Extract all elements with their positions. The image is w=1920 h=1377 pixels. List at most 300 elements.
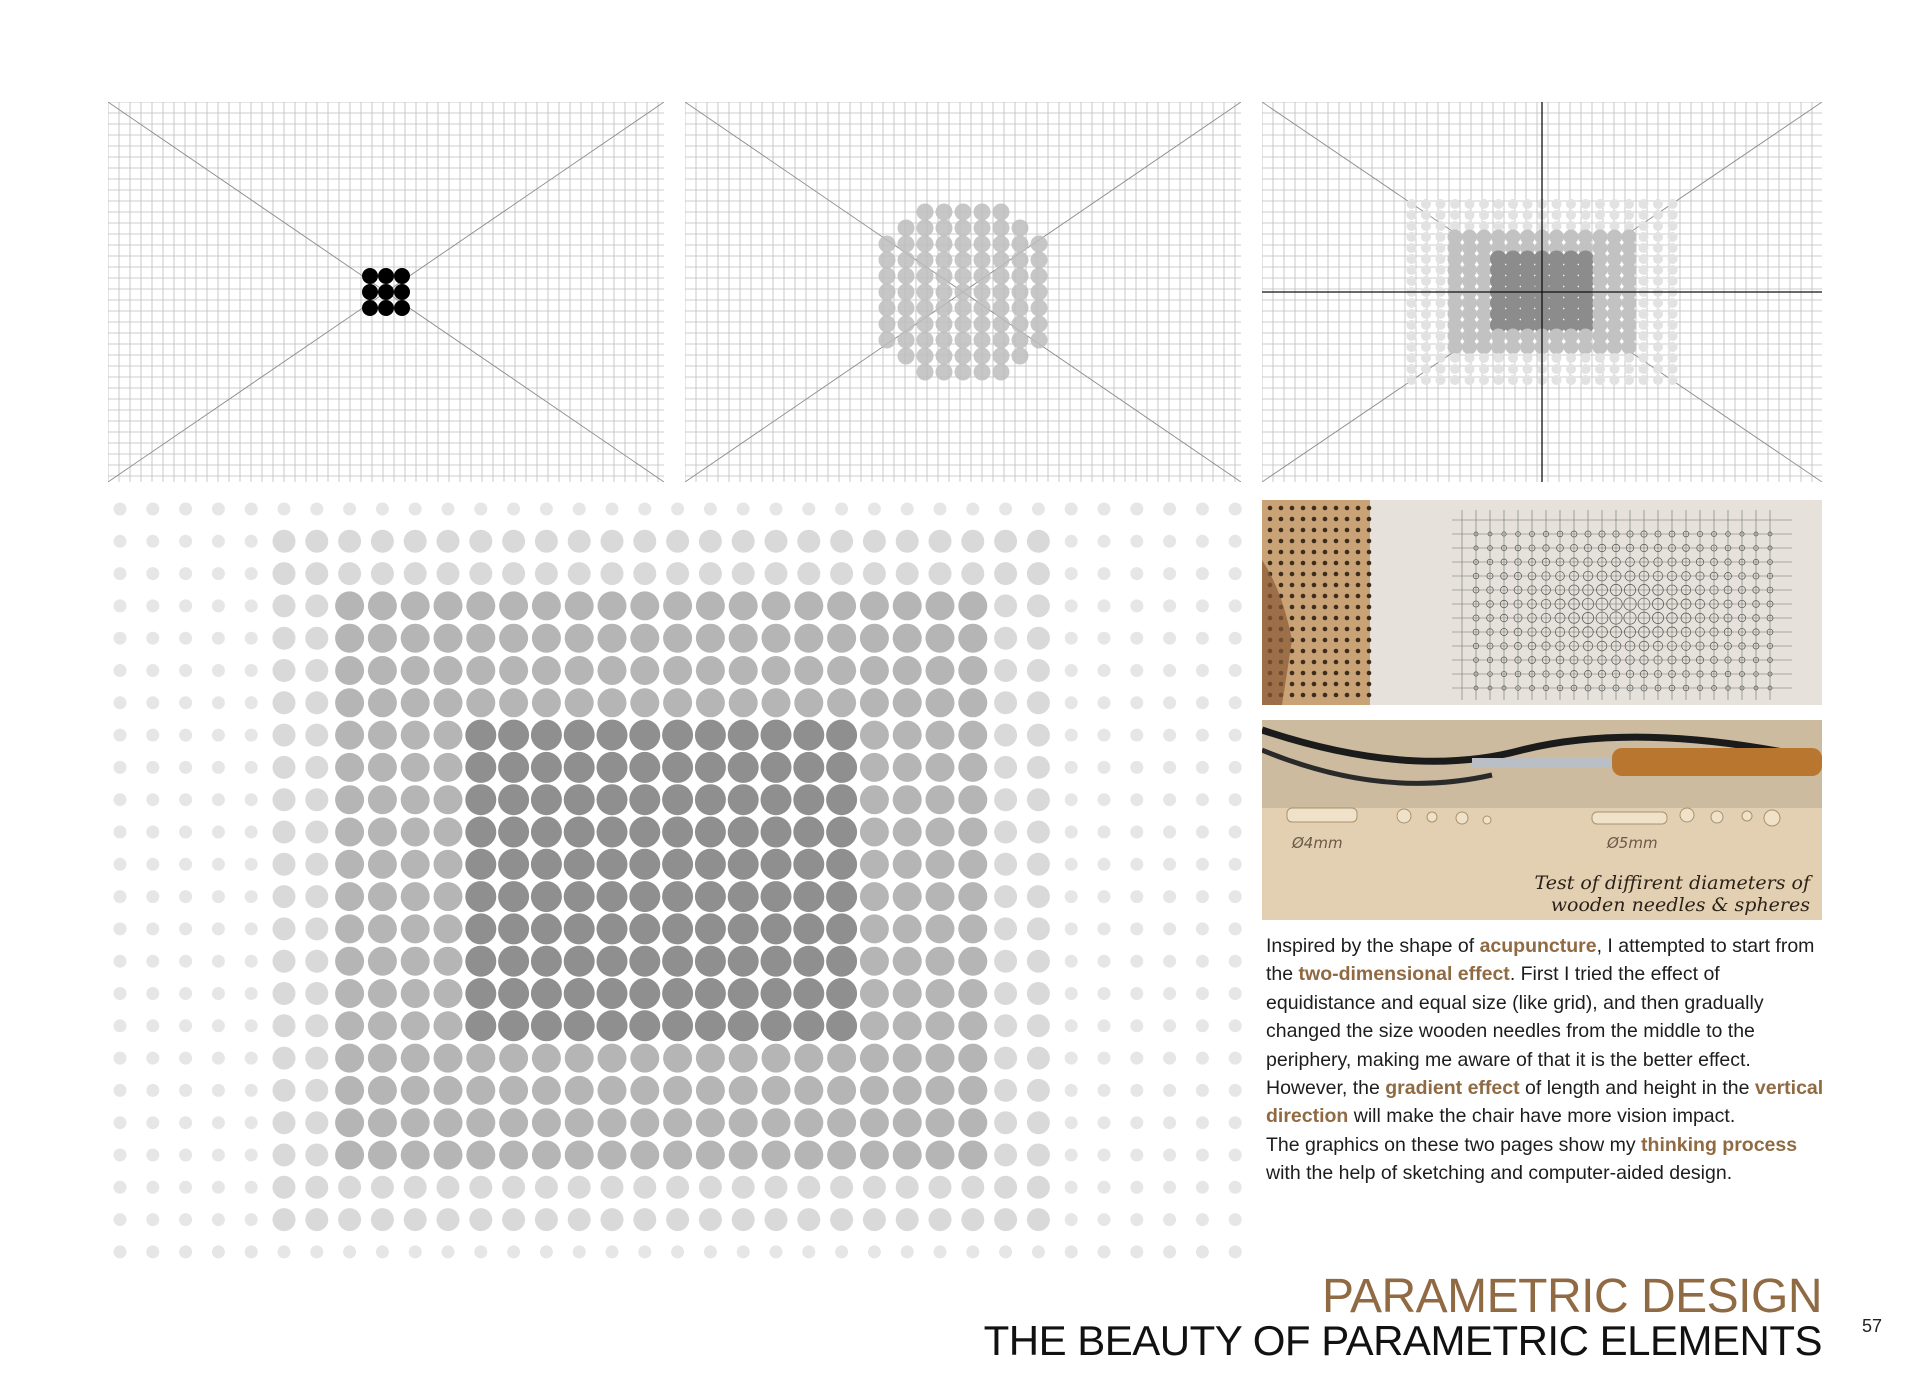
dot — [362, 300, 378, 316]
dot — [1552, 375, 1562, 385]
dot — [879, 268, 896, 285]
dot — [936, 332, 953, 349]
dot — [926, 688, 955, 717]
dot — [826, 784, 857, 815]
hole — [1367, 528, 1372, 533]
dot — [835, 503, 848, 516]
hole — [1290, 583, 1295, 588]
dot — [1065, 922, 1078, 935]
dot — [179, 858, 192, 871]
hole — [1312, 506, 1317, 511]
dot — [1421, 243, 1431, 253]
dot — [1450, 364, 1460, 374]
dot — [273, 530, 296, 553]
dot — [1065, 1245, 1078, 1258]
dot — [335, 914, 364, 943]
dot — [1639, 331, 1649, 341]
dot — [564, 978, 595, 1009]
sphere — [1711, 811, 1723, 823]
dot — [368, 1011, 397, 1040]
dot — [926, 882, 955, 911]
dot — [335, 1076, 364, 1105]
dot — [469, 562, 492, 585]
dot — [879, 300, 896, 317]
dot — [1421, 276, 1431, 286]
hole — [1345, 649, 1350, 654]
dot — [1012, 252, 1029, 269]
dot — [1552, 210, 1562, 220]
sphere — [1427, 812, 1437, 822]
dot — [1163, 1181, 1176, 1194]
dot — [597, 817, 628, 848]
dot — [1130, 987, 1143, 1000]
dot — [729, 1108, 758, 1137]
dot — [917, 284, 934, 301]
dot — [1130, 664, 1143, 677]
caption-line-2: wooden needles & spheres — [1550, 894, 1810, 916]
dot — [666, 1176, 689, 1199]
dot — [434, 785, 463, 814]
dot — [1163, 1245, 1176, 1258]
dot — [564, 881, 595, 912]
dot — [278, 503, 291, 516]
dot — [662, 978, 693, 1009]
dot — [362, 284, 378, 300]
dot — [368, 721, 397, 750]
dot — [1130, 858, 1143, 871]
dot — [1229, 826, 1242, 839]
dot — [737, 503, 750, 516]
dot — [401, 753, 430, 782]
hole — [1356, 671, 1361, 676]
dot — [434, 914, 463, 943]
text-run: However, the — [1266, 1077, 1386, 1100]
dot — [305, 982, 328, 1005]
highlight-thinking-process: thinking process — [1641, 1133, 1798, 1156]
dot — [1407, 298, 1417, 308]
text-run: . First I tried the effect of equidistance and equal size (like grid), and then gradually changed the size wooden needles from the middle to the periphery, making me aware of that it is the better effect. — [1266, 963, 1764, 1071]
dot — [507, 503, 520, 516]
dot — [212, 1245, 225, 1258]
dot — [729, 1044, 758, 1073]
dot — [1065, 599, 1078, 612]
dot — [1624, 199, 1634, 209]
dot — [860, 1108, 889, 1137]
dot — [1229, 696, 1242, 709]
dot — [630, 591, 659, 620]
dot — [1130, 503, 1143, 516]
hole — [1312, 561, 1317, 566]
dot — [146, 535, 159, 548]
dot — [368, 914, 397, 943]
dot — [898, 332, 915, 349]
dot — [1196, 987, 1209, 1000]
dot — [1407, 199, 1417, 209]
dot — [893, 1141, 922, 1170]
page-subtitle: THE BEAUTY OF PARAMETRIC ELEMENTS — [983, 1317, 1822, 1364]
dot — [474, 1245, 487, 1258]
dot — [958, 591, 987, 620]
dot — [245, 858, 258, 871]
dot — [273, 1111, 296, 1134]
dot — [893, 591, 922, 620]
paragraph-2 — [1266, 1074, 1826, 1131]
dot — [305, 627, 328, 650]
dot — [1098, 1084, 1111, 1097]
dot — [794, 1141, 823, 1170]
hole — [1356, 561, 1361, 566]
dot — [826, 913, 857, 944]
dot — [830, 1208, 853, 1231]
dot — [896, 530, 919, 553]
dot — [955, 252, 972, 269]
dot — [1163, 955, 1176, 968]
dot — [762, 624, 791, 653]
dot — [1436, 210, 1446, 220]
dot — [893, 850, 922, 879]
dot — [1624, 375, 1634, 385]
dot — [1436, 199, 1446, 209]
dot — [498, 881, 529, 912]
page-title: PARAMETRIC DESIGN — [1322, 1270, 1822, 1323]
dot — [794, 656, 823, 685]
gradient-dot-pattern — [108, 495, 1248, 1270]
dot — [401, 1108, 430, 1137]
dot — [728, 946, 759, 977]
sphere — [1397, 809, 1411, 823]
dot — [993, 316, 1010, 333]
dot — [1610, 210, 1620, 220]
dot — [974, 252, 991, 269]
dot — [1421, 309, 1431, 319]
dot — [465, 817, 496, 848]
dot — [394, 300, 410, 316]
hole — [1367, 682, 1372, 687]
dot — [732, 562, 755, 585]
dot — [1163, 567, 1176, 580]
dot — [835, 1245, 848, 1258]
hole — [1334, 517, 1339, 522]
dot — [343, 1245, 356, 1258]
hole — [1334, 528, 1339, 533]
dot — [1098, 858, 1111, 871]
dot — [1130, 1019, 1143, 1032]
hole — [1334, 561, 1339, 566]
dot — [368, 753, 397, 782]
dot — [826, 720, 857, 751]
dot — [465, 752, 496, 783]
hole — [1301, 671, 1306, 676]
dot — [1639, 210, 1649, 220]
dot — [1552, 199, 1562, 209]
hole — [1323, 506, 1328, 511]
dot — [146, 1116, 159, 1129]
dot — [958, 850, 987, 879]
dot — [1130, 1116, 1143, 1129]
dot — [573, 503, 586, 516]
dot — [1012, 236, 1029, 253]
dot — [1668, 298, 1678, 308]
dot — [1065, 1116, 1078, 1129]
dot — [466, 1108, 495, 1137]
dot — [540, 503, 553, 516]
dot — [955, 204, 972, 221]
dot — [368, 785, 397, 814]
dot — [958, 785, 987, 814]
dot — [1027, 724, 1050, 747]
dot — [926, 656, 955, 685]
hole — [1312, 671, 1317, 676]
dot — [1027, 1079, 1050, 1102]
dot — [1436, 298, 1446, 308]
dot — [1639, 232, 1649, 242]
dot — [245, 1245, 258, 1258]
dot — [1196, 1019, 1209, 1032]
dot — [1581, 364, 1591, 374]
dot — [1065, 1149, 1078, 1162]
dot — [1668, 243, 1678, 253]
dot — [728, 720, 759, 751]
hole — [1334, 616, 1339, 621]
dot — [305, 1014, 328, 1037]
dot — [1098, 826, 1111, 839]
dot — [802, 1245, 815, 1258]
dot — [1031, 268, 1048, 285]
dot — [1436, 364, 1446, 374]
dot — [601, 1176, 624, 1199]
dot — [1065, 535, 1078, 548]
hole — [1356, 682, 1361, 687]
hole — [1301, 583, 1306, 588]
dot — [955, 316, 972, 333]
dot — [765, 530, 788, 553]
dot — [179, 1019, 192, 1032]
dot — [114, 599, 127, 612]
dot — [893, 721, 922, 750]
dot — [1065, 567, 1078, 580]
dot — [695, 946, 726, 977]
dot — [893, 818, 922, 847]
dot — [568, 1176, 591, 1199]
dot — [994, 562, 1017, 585]
hole — [1334, 594, 1339, 599]
dot — [955, 348, 972, 365]
hole — [1334, 660, 1339, 665]
dot — [305, 1208, 328, 1231]
dot — [531, 720, 562, 751]
dot — [305, 917, 328, 940]
dot — [1027, 756, 1050, 779]
dot — [1163, 922, 1176, 935]
hole — [1279, 506, 1284, 511]
dot — [830, 530, 853, 553]
dot — [1229, 761, 1242, 774]
dot — [245, 632, 258, 645]
dot — [868, 1245, 881, 1258]
hole — [1356, 528, 1361, 533]
dot — [146, 729, 159, 742]
dot — [860, 914, 889, 943]
dot — [1639, 364, 1649, 374]
dot — [573, 1245, 586, 1258]
dot — [762, 1141, 791, 1170]
dot — [994, 788, 1017, 811]
dot — [794, 591, 823, 620]
dot — [729, 656, 758, 685]
dot — [704, 1245, 717, 1258]
dot — [1065, 1019, 1078, 1032]
dot — [629, 784, 660, 815]
dot — [245, 955, 258, 968]
dot — [465, 1010, 496, 1041]
dot — [146, 890, 159, 903]
dot — [1229, 535, 1242, 548]
dot — [376, 1245, 389, 1258]
dot — [1196, 1084, 1209, 1097]
hole — [1290, 627, 1295, 632]
dot — [146, 1181, 159, 1194]
dot — [793, 978, 824, 1009]
grid-stage-1-figure — [108, 102, 664, 482]
dot — [1479, 375, 1489, 385]
dot — [401, 947, 430, 976]
dot — [994, 1079, 1017, 1102]
dot — [1639, 221, 1649, 231]
dot — [179, 922, 192, 935]
dot — [378, 300, 394, 316]
dot — [1552, 353, 1562, 363]
dot — [114, 890, 127, 903]
dot — [901, 503, 914, 516]
dot — [1465, 199, 1475, 209]
dot — [663, 1076, 692, 1105]
dot — [993, 204, 1010, 221]
dot — [146, 1052, 159, 1065]
dot-cluster — [879, 204, 1048, 381]
hole — [1356, 583, 1361, 588]
hole — [1312, 583, 1317, 588]
dot — [335, 721, 364, 750]
hole — [1323, 671, 1328, 676]
hole — [1345, 693, 1350, 698]
dot — [1668, 276, 1678, 286]
dot — [1196, 1052, 1209, 1065]
dot — [1163, 1084, 1176, 1097]
dot — [695, 881, 726, 912]
hole — [1345, 605, 1350, 610]
dot — [179, 1084, 192, 1097]
dot — [598, 1076, 627, 1105]
dot — [1027, 917, 1050, 940]
dot — [273, 691, 296, 714]
dot — [633, 1176, 656, 1199]
dot — [1610, 364, 1620, 374]
hole — [1367, 550, 1372, 555]
dot — [469, 1208, 492, 1231]
hole — [1290, 594, 1295, 599]
highlight-gradient-effect: gradient effect — [1385, 1077, 1520, 1100]
dot — [1065, 1084, 1078, 1097]
dot — [1065, 664, 1078, 677]
hole — [1268, 506, 1273, 511]
dot — [1421, 353, 1431, 363]
dot — [466, 1076, 495, 1105]
dot — [974, 364, 991, 381]
dot — [179, 1181, 192, 1194]
hole — [1367, 572, 1372, 577]
dot — [565, 656, 594, 685]
dot — [597, 849, 628, 880]
dot — [728, 752, 759, 783]
caption-line-1: Test of diffirent diameters of — [1534, 872, 1810, 894]
dot — [409, 503, 422, 516]
dot — [114, 729, 127, 742]
hole — [1345, 627, 1350, 632]
dot — [565, 1044, 594, 1073]
dot — [1130, 1213, 1143, 1226]
hole — [1290, 506, 1295, 511]
dot — [466, 1141, 495, 1170]
dot — [273, 1047, 296, 1070]
dot — [146, 922, 159, 935]
dot — [1098, 632, 1111, 645]
dot — [958, 721, 987, 750]
hole — [1356, 594, 1361, 599]
dot — [1163, 826, 1176, 839]
dot — [1012, 300, 1029, 317]
dot — [868, 503, 881, 516]
dot — [827, 656, 856, 685]
dot — [338, 1176, 361, 1199]
hole — [1356, 550, 1361, 555]
dot — [305, 853, 328, 876]
dot — [565, 624, 594, 653]
dot — [179, 826, 192, 839]
dot — [564, 752, 595, 783]
dot — [629, 1010, 660, 1041]
hole — [1367, 561, 1372, 566]
dot — [827, 624, 856, 653]
dot — [929, 562, 952, 585]
dot — [696, 688, 725, 717]
dot — [630, 624, 659, 653]
dot — [994, 1208, 1017, 1231]
dot — [179, 890, 192, 903]
dot — [860, 947, 889, 976]
dot — [1448, 340, 1463, 355]
dot — [1624, 210, 1634, 220]
dot — [146, 696, 159, 709]
dot — [114, 1245, 127, 1258]
dot — [502, 530, 525, 553]
hole — [1334, 682, 1339, 687]
dot — [732, 530, 755, 553]
dot — [1436, 331, 1446, 341]
dot — [1163, 1149, 1176, 1162]
dot — [1566, 353, 1576, 363]
dot — [1436, 254, 1446, 264]
hole — [1345, 506, 1350, 511]
dot — [1098, 503, 1111, 516]
hole — [1301, 660, 1306, 665]
dot — [926, 753, 955, 782]
dot — [564, 946, 595, 977]
dot — [114, 1052, 127, 1065]
dot — [305, 691, 328, 714]
dot — [564, 720, 595, 751]
hole — [1290, 539, 1295, 544]
dot — [1098, 793, 1111, 806]
